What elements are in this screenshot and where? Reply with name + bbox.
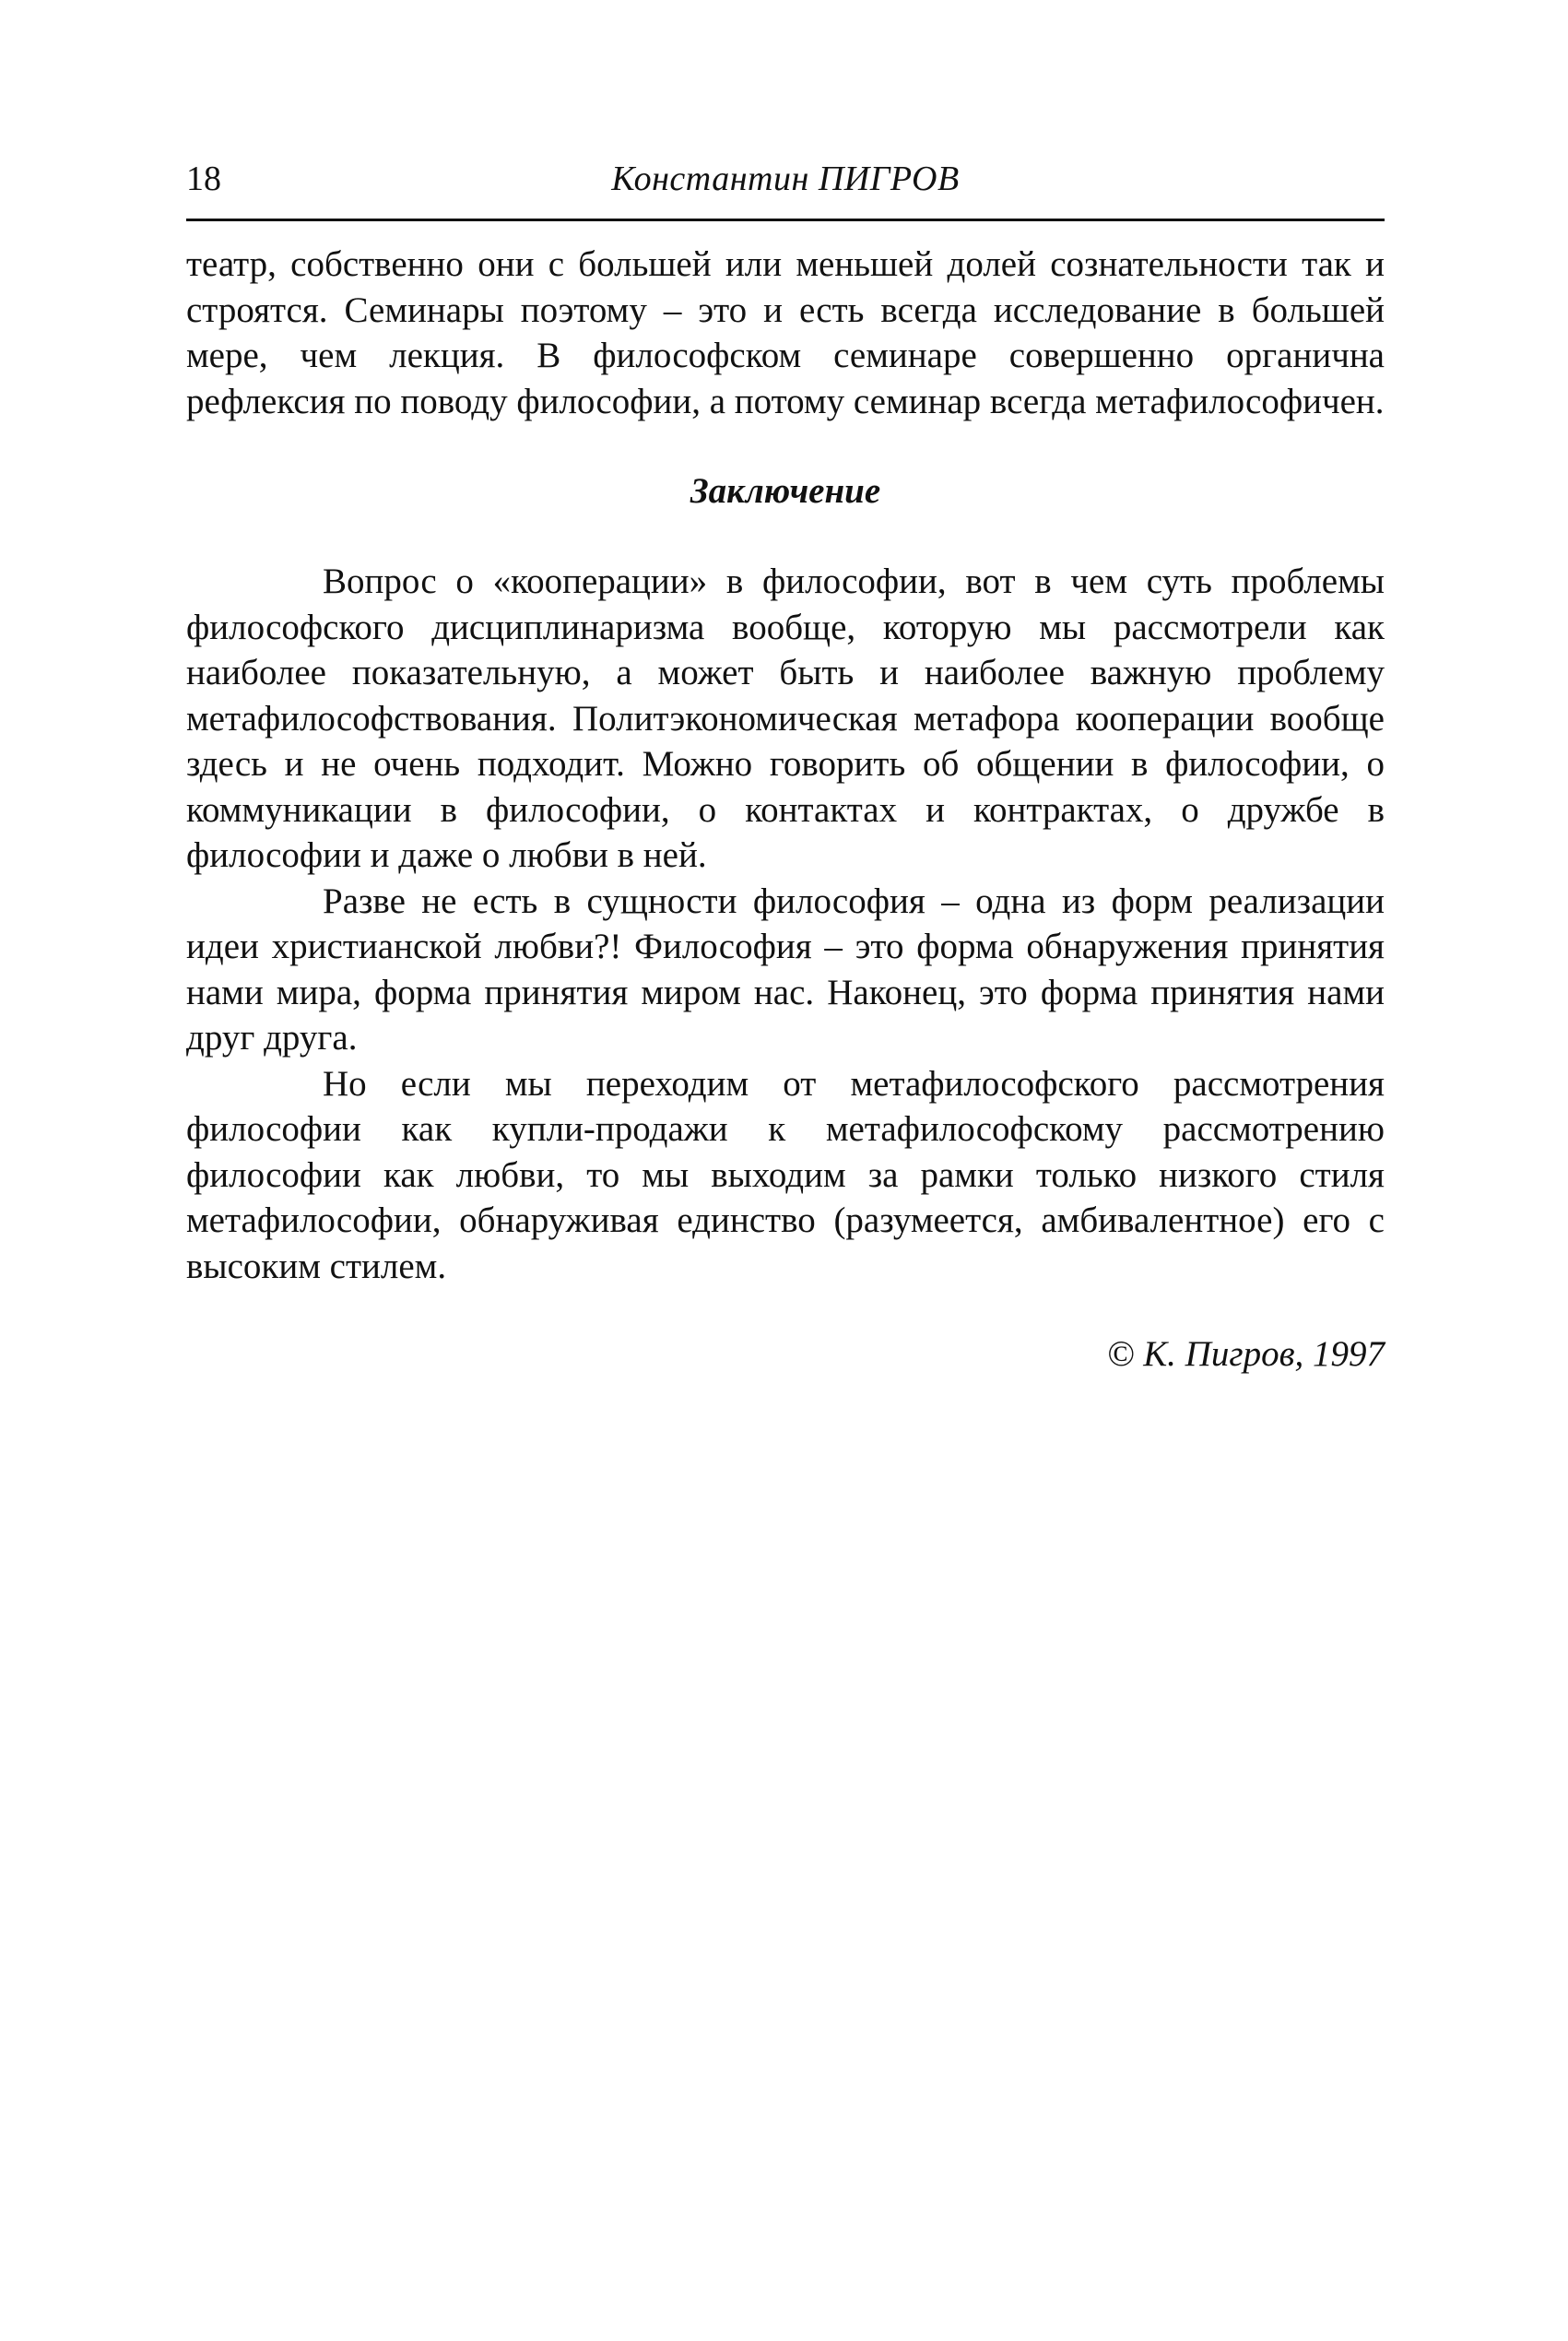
copyright-line: © К. Пигров, 1997 bbox=[1106, 1334, 1385, 1374]
paragraph-high-style: Но если мы переходим от метафилософского рассмотрения философии как купли-продажи к метафилософскому рассмотрению философии как любви, то мы выходим за рамки только низкого стиля метафилософии, обнаруживая единство (разумеется, амбивалентное) его с высоким стилем. bbox=[186, 1063, 1385, 1286]
section-title: Заключение bbox=[690, 471, 881, 511]
header-rule bbox=[186, 219, 1385, 221]
paragraph-christian-love: Разве не есть в сущности философия – одна из форм реализации идеи христианской любви?! Философия – это форма обнаружения принятия нами мира, форма принятия миром нас. Наконец, это форма принятия нами друг друга. bbox=[186, 881, 1385, 1058]
page-number: 18 bbox=[186, 160, 221, 198]
page-header bbox=[186, 155, 1385, 203]
continuation-paragraph: театр, собственно они с большей или меньшей долей сознательности так и строятся. Семинары поэтому – это и есть всегда исследование в большей мере, чем лекция. В философском семинаре совершенно органична рефлексия по поводу философии, а потому семинар всегда метафилософичен. bbox=[186, 244, 1385, 421]
running-title: Константин ПИГРОВ bbox=[611, 160, 960, 198]
paragraph-cooperation: Вопрос о «кооперации» в философии, вот в чем суть проблемы философского дисциплинаризма вообще, которую мы рассмотрели как наиболее показательную, а может быть и наиболее важную проблему метафилософствования. Политэкономическая метафора кооперации вообще здесь и не очень подходит. Можно говорить об общении в философии, о коммуникации в философии, о контактах и контрактах, о дружбе в философии и даже о любви в ней. bbox=[186, 562, 1385, 875]
body-text bbox=[186, 242, 1385, 1377]
